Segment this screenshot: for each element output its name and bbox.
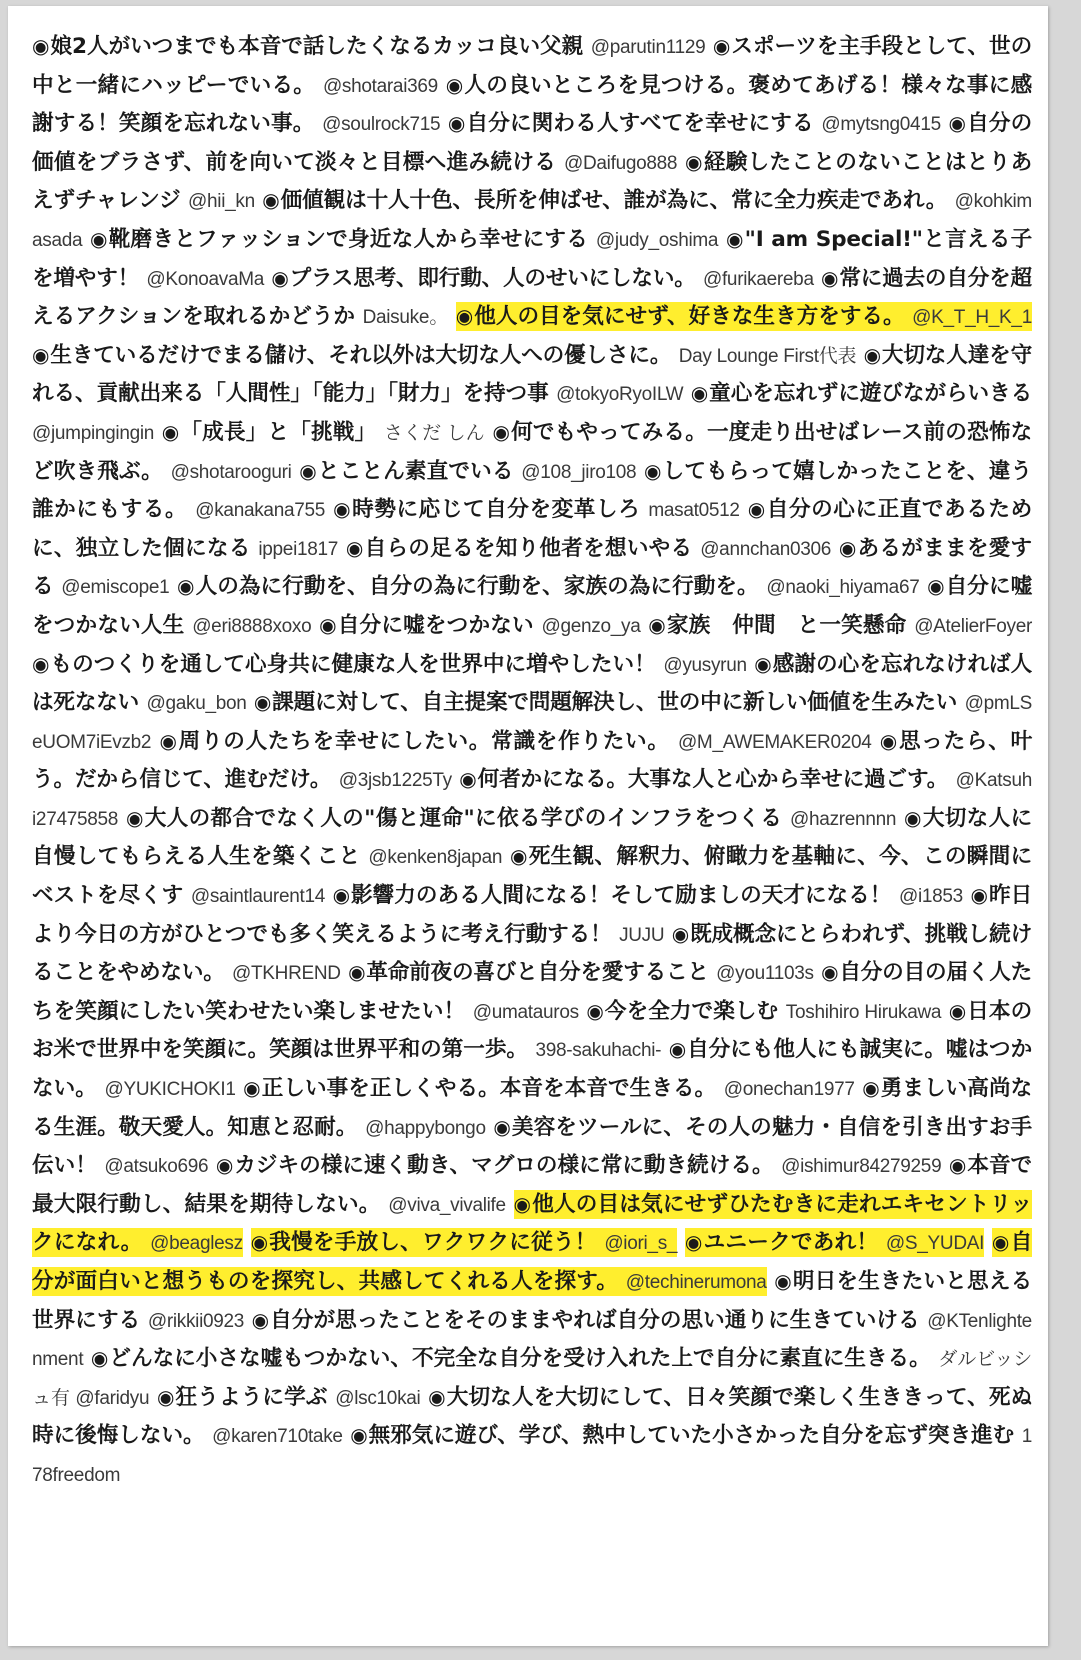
entry-text: 自分にも他人にも誠実に。嘘はつかない。 [32,1037,1032,1102]
entry-text: してもらって嬉しかったことを、違う誰かにもする。 [32,458,1032,523]
entry-body [216,1153,942,1178]
bullet-icon: ◉ [319,612,337,637]
entry-text: カジキの様に速く動き、マグロの様に常に動き続ける。 [234,1153,774,1179]
entry-text: 家族 仲間 と一笑懸命 [666,612,907,638]
entry-handle: Daisuke。 [362,307,449,329]
entry-handle: @viva_vivalife [388,1194,506,1216]
bullet-icon: ◉ [348,960,366,985]
entry-text: とことん素直でいる [317,458,514,484]
entry-handle: @lsc10kai [335,1387,421,1409]
bullet-icon: ◉ [333,497,352,522]
entry-handle: @rikkii0923 [147,1310,245,1332]
entry-handle: @M_AWEMAKER0204 [677,731,872,753]
entry-body [586,999,941,1024]
document-page [8,6,1048,1646]
entry-text: ものつくりを通して心身共に健康な人を世界中に増やしたい！ [50,651,656,677]
entry-handle: @eri8888xoxo [192,615,312,637]
entry-body [162,420,485,445]
entry-text: 影響力のある人間になる！そして励ましの天才になる！ [351,883,892,909]
manifesto-entry [126,806,896,831]
bullet-icon: ◉ [492,419,511,444]
highlighted-entry [456,302,1032,331]
entry-text: 思ったら、叶う。だから信じて、進むだけ。 [32,728,1032,793]
entry-handle: masat0512 [648,500,740,522]
entry-text: スポーツを主手段として、世の中と一緒にハッピーでいる。 [32,34,1033,98]
entry-body [157,1385,421,1410]
bullet-icon: ◉ [671,921,690,946]
entry-text: 大人の都合でなく人の"傷と運命"に依る学びのインフラをつくる [144,805,783,831]
bullet-icon: ◉ [428,1384,446,1409]
entry-handle: @3jsb1225Ty [338,770,452,792]
entry-body [126,806,896,831]
bullet-icon: ◉ [927,574,945,599]
highlighted-entry [251,1228,678,1257]
entry-handle: @iori_s_ [604,1233,678,1255]
entry-handle: @TKHREND [232,963,341,985]
bullet-icon: ◉ [754,651,772,676]
entry-text: 課題に対して、自主提案で問題解決し、世の中に新しい価値を生みたい [272,690,958,716]
entry-body [159,729,871,754]
bullet-icon: ◉ [262,188,280,213]
entry-handle: @judy_oshima [595,229,719,251]
bullet-icon: ◉ [862,1076,880,1101]
bullet-icon: ◉ [904,805,922,830]
entry-handle: @KonoavaMa [146,268,265,290]
manifesto-entry [216,1153,942,1178]
manifesto-entry [32,343,856,368]
entry-body [32,34,705,59]
bullet-icon: ◉ [215,1153,234,1178]
entry-handle: @you1103s [716,963,814,985]
manifesto-entry [159,729,871,754]
bullet-icon: ◉ [948,111,967,136]
bullet-icon: ◉ [684,1230,703,1255]
manifesto-entry [333,883,963,908]
bullet-icon: ◉ [712,34,731,58]
entry-body [271,266,813,291]
entry-text: 常に過去の自分を超えるアクションを取れるかどうか [32,265,1032,330]
bullet-icon: ◉ [586,998,604,1023]
entry-text: 無邪気に遊び、学び、熱中していた小さかった自分を忘ず突き進む [368,1423,1015,1449]
entry-text: 他人の目は気にせずひたむきに走れエキセントリックになれ。 [32,1191,1032,1256]
entry-text: 自分が思ったことをそのままやれば自分の思い通りに生きていける [270,1307,920,1333]
entry-text: 時勢に応じて自分を変革しろ [352,497,641,523]
bullet-icon: ◉ [685,149,703,174]
manifesto-entry [251,1228,678,1257]
entry-handle: @tokyoRyoILW [556,384,684,406]
bullet-icon: ◉ [125,805,144,830]
bullet-icon: ◉ [250,1230,269,1255]
entry-text: 正しい事を正しくやる。本音を本音で生きる。 [261,1076,717,1102]
entry-handle: Toshihiro Hirukawa [785,1001,942,1023]
bullet-icon: ◉ [725,226,744,251]
entry-body [243,1076,854,1101]
entry-text: 日本のお米で世界中を笑顔に。笑顔は世界平和の第一歩。 [32,998,1032,1063]
entry-handle: @kohkimasada [32,191,1032,251]
manifesto-entry [586,999,941,1024]
bullet-icon: ◉ [513,1191,532,1216]
entry-text: 自分に嘘をつかない人生 [32,574,1032,638]
entry-text: 自分に嘘をつかない [337,612,534,638]
manifesto-entry [243,1076,854,1101]
entry-handle: @YUKICHOKI1 [104,1079,236,1101]
entry-text: 周りの人たちを幸せにしたい。常識を作りたい。 [178,728,670,754]
bullet-icon: ◉ [459,767,477,792]
entry-handle: @furikaereba [702,268,814,290]
bullet-icon: ◉ [447,111,466,136]
manifesto-entry [32,652,747,677]
bullet-icon: ◉ [970,883,988,908]
entry-text: 大切な人に自慢してもらえる人生を築くこと [32,805,1032,870]
entry-text: 人の良いところを見つける。褒めてあげる！様々な事に感謝する！笑顔を忘れない事。 [32,72,1032,137]
entry-handle: @beaglesz [150,1233,243,1255]
entry-handle: @techinerumona [625,1272,767,1293]
entry-body [299,459,636,484]
entry-text: 大切な人達を守れる、貢献出来る「人間性」「能力」「財力」を持つ事 [32,342,1032,407]
entry-handle: @naoki_hiyama67 [766,577,920,599]
entry-handle: @pmLSeUOM7iEvzb2 [32,693,1032,753]
bullet-icon: ◉ [948,1153,967,1178]
bullet-icon: ◉ [32,34,50,58]
entry-body [319,613,640,638]
entry-handle: @onechan1977 [723,1079,855,1101]
entry-text: 明日を生きたいと思える世界にする [32,1269,1032,1333]
bullet-icon: ◉ [648,612,666,637]
entry-handle: @S_YUDAI [885,1233,985,1255]
manifesto-text-block [32,28,1032,1495]
entry-text: 童心を忘れずに遊びながらいきる [709,381,1032,407]
entry-text: 本音で最大限行動し、結果を期待しない。 [32,1153,1032,1217]
bullet-icon: ◉ [455,304,474,329]
bullet-icon: ◉ [156,1384,175,1409]
bullet-icon: ◉ [774,1269,792,1293]
entry-text: "I am Special!"と言える子を増やす！ [32,226,1032,291]
bullet-icon: ◉ [643,458,662,483]
entry-handle: @jumpingingin [32,422,155,444]
bullet-icon: ◉ [509,844,528,869]
entry-body [90,227,718,252]
manifesto-entry [271,266,813,291]
bullet-icon: ◉ [90,1346,109,1371]
entry-handle: @genzo_ya [541,615,641,637]
manifesto-entry [333,497,740,522]
highlighted-entry [685,1228,984,1257]
entry-body [348,960,814,985]
entry-text: 経験したことのないことはとりあえずチャレンジ [32,149,1032,214]
bullet-icon: ◉ [161,419,180,444]
bullet-icon: ◉ [838,535,857,560]
bullet-icon: ◉ [32,651,50,676]
entry-body [346,536,831,561]
manifesto-entry [299,459,636,484]
entry-text: 大切な人を大切にして、日々笑顔で楽しく生ききって、死ぬ時に後悔しない。 [32,1384,1032,1449]
entry-text: 死生観、解釈力、俯瞰力を基軸に、今、この瞬間にベストを尽くす [32,844,1032,909]
bullet-icon: ◉ [251,1307,270,1332]
manifesto-entry [456,302,1032,331]
entry-handle: @hazrennnn [790,808,897,830]
entry-text: 自分の心に正直であるために、独立した個になる [32,497,1032,561]
entry-text: プラス思考、即行動、人のせいにしない。 [289,265,696,291]
manifesto-entry [685,1228,984,1257]
entry-handle: @i1853 [898,886,963,908]
entry-handle: @gaku_bon [146,693,247,715]
entry-text: 自分の目の届く人たちを笑顔にしたい笑わせたい楽しませたい！ [32,960,1033,1024]
bullet-icon: ◉ [32,342,50,367]
bullet-icon: ◉ [253,690,272,715]
entry-text: 自分の価値をブラさず、前を向いて淡々と目標へ進み続ける [32,111,1032,175]
entry-handle: Day Lounge First代表 [678,345,857,367]
entry-text: 美容をツールに、その人の魅力・自信を引き出すお手伝い！ [32,1114,1032,1179]
manifesto-entry [648,613,1032,638]
bullet-icon: ◉ [350,1423,368,1448]
entry-handle: @108_jiro108 [521,461,637,483]
entry-handle: @karen710take [212,1426,343,1448]
entry-text: 感謝の心を忘れなければ人は死なない [32,651,1032,716]
entry-text: 昨日より今日の方がひとつでも多く笑えるように考え行動する！ [32,883,1032,947]
bullet-icon: ◉ [445,72,464,97]
entry-body [648,613,1032,638]
bullet-icon: ◉ [159,728,178,753]
entry-handle: ippei1817 [258,538,339,560]
entry-body [333,883,963,908]
entry-handle: @parutin1129 [590,37,706,58]
entry-handle: @hii_kn [188,191,255,213]
entry-text: 今を全力で楽しむ [604,998,779,1024]
entry-text: 生きているだけでまる儲け、それ以外は大切な人への優しさに。 [50,342,672,368]
entry-handle: @K_T_H_K_1 [912,307,1032,329]
entry-handle: JUJU [619,924,665,946]
entry-handle: @atsuko696 [104,1156,209,1178]
bullet-icon: ◉ [668,1037,687,1062]
bullet-icon: ◉ [747,497,766,522]
entry-text: 娘2人がいつまでも本音で話したくなるカッコ良い父親 [50,34,584,59]
manifesto-entry [346,536,831,561]
entry-body [32,343,856,368]
manifesto-entry [177,574,919,599]
bullet-icon: ◉ [493,1114,511,1139]
entry-handle: @saintlaurent14 [190,886,326,908]
bullet-icon: ◉ [332,883,351,908]
entry-handle: @soulrock715 [322,114,441,136]
entry-text: 他人の目を気にせず、好きな生き方をする。 [474,304,905,330]
bullet-icon: ◉ [243,1076,261,1101]
entry-handle: @happybongo [365,1117,486,1139]
entry-handle: ダルビッシュ有 @faridyu [32,1349,1032,1409]
entry-text: 既成概念にとらわれず、挑戦し続けることをやめない。 [32,921,1033,986]
entry-handle: @yusyrun [663,654,747,676]
manifesto-entry [90,227,718,252]
bullet-icon: ◉ [991,1230,1010,1255]
bullet-icon: ◉ [271,265,289,290]
entry-handle: @shotarai369 [322,75,438,97]
entry-text: あるがままを愛する [32,535,1032,600]
entry-handle: @KTenlightenment [32,1310,1032,1371]
entry-handle: @Daifugo888 [564,152,678,174]
manifesto-entry [162,420,485,445]
manifesto-entry [157,1385,421,1410]
entry-text: ユニークであれ！ [703,1230,879,1256]
bullet-icon: ◉ [821,960,839,985]
entry-text: 何でもやってみる。一度走り出せばレース前の恐怖など吹き飛ぶ。 [32,419,1032,484]
entry-text: 自分が面白いと想うものを探究し、共感してくれる人を探す。 [32,1230,1032,1294]
entry-text: 人の為に行動を、自分の為に行動を、家族の為に行動を。 [195,574,759,600]
entry-handle: @umatauros [472,1001,579,1023]
entry-handle: @shotarooguri [170,461,292,483]
entry-text: 狂うように学ぶ [175,1384,328,1410]
entry-handle: さくだ しん [384,422,485,444]
bullet-icon: ◉ [821,265,839,290]
entry-text: 自らの足るを知り他者を想いやる [364,535,693,561]
bullet-icon: ◉ [690,381,709,406]
entry-text: 我慢を手放し、ワクワクに従う！ [269,1230,597,1256]
manifesto-entry [348,960,814,985]
manifesto-entry [448,111,941,136]
entry-handle: @ishimur84279259 [781,1156,942,1178]
entry-text: 勇ましい高尚なる生涯。敬天愛人。知恵と忍耐。 [32,1076,1032,1140]
entry-handle: @kanakana755 [195,500,326,522]
entry-text: 靴磨きとファッションで身近な人から幸せにする [108,226,589,252]
bullet-icon: ◉ [863,342,881,367]
entry-handle: @emiscope1 [61,577,170,599]
manifesto-entry [32,34,705,59]
entry-text: 革命前夜の喜びと自分を愛すること [366,960,709,986]
entry-handle: @annchan0306 [700,538,832,560]
entry-text: 自分に関わる人すべてを幸せにする [466,111,814,137]
entry-body [32,652,747,677]
manifesto-entry [319,613,640,638]
bullet-icon: ◉ [299,458,317,483]
entry-body [177,574,919,599]
entry-handle: 398-sakuhachi- [535,1040,662,1062]
entry-handle: @mytsng0415 [821,114,941,136]
entry-handle: @AtelierFoyer [914,615,1032,637]
entry-body [333,497,740,522]
entry-handle: 178freedom [32,1426,1032,1486]
entry-text: 何者かになる。大事な人と心から幸せに過ごす。 [477,767,949,793]
entry-body [448,111,941,136]
entry-text: 価値観は十人十色、長所を伸ばせ、誰が為に、常に全力疾走であれ。 [280,188,948,214]
entry-text: 「成長」と「挑戦」 [180,419,377,445]
entry-handle: @Katsuhi27475858 [32,770,1032,830]
entry-text: どんなに小さな嘘もつかない、不完全な自分を受け入れた上で自分に素直に生きる。 [109,1346,931,1372]
bullet-icon: ◉ [345,535,364,560]
bullet-icon: ◉ [948,998,967,1023]
bullet-icon: ◉ [177,574,195,599]
bullet-icon: ◉ [90,226,108,251]
entry-handle: @kenken8japan [368,847,503,869]
bullet-icon: ◉ [879,728,898,753]
